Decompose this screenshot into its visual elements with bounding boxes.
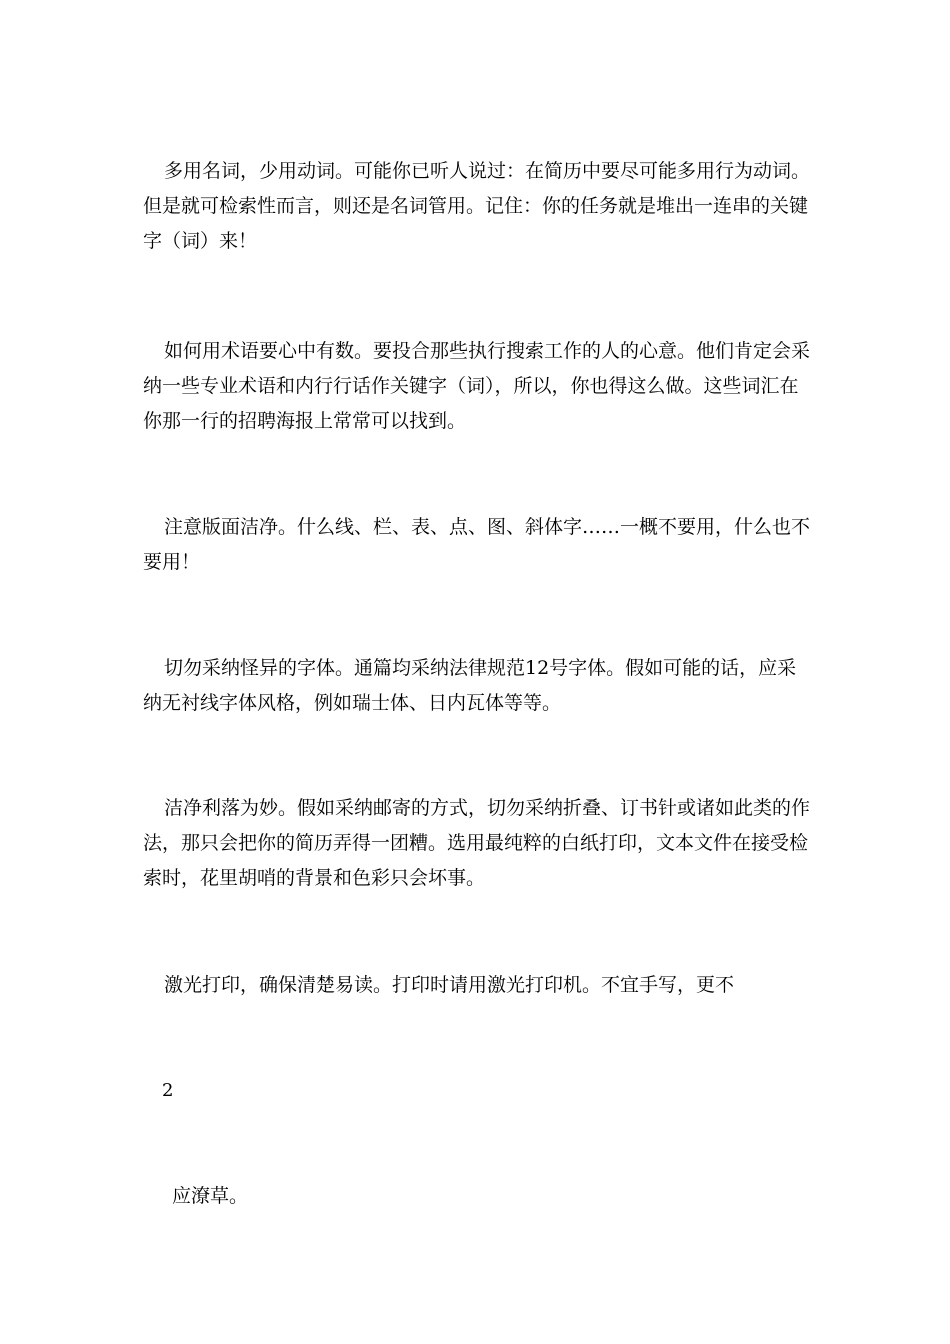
paragraph-fonts: 切勿采纳怪异的字体。通篇均采纳法律规范12号字体。假如可能的话，应采纳无衬线字体风格，例如瑞士体、日内瓦体等等。	[143, 657, 797, 714]
paragraph-laser-print: 激光打印，确保清楚易读。打印时请用激光打印机。不宜手写，更不	[164, 974, 735, 996]
paragraph-nouns-over-verbs: 多用名词，少用动词。可能你已听人说过：在简历中要尽可能多用行为动词。但是就可检索性而言，则还是名词管用。记住：你的任务就是堆出一连串的关键字（词）来！	[143, 160, 811, 252]
paragraph-terminology: 如何用术语要心中有数。要投合那些执行搜索工作的人的心意。他们肯定会采纳一些专业术语和内行行话作关键字（词），所以，你也得这么做。这些词汇在你那一行的招聘海报上常常可以找到。	[143, 340, 811, 432]
paragraph-clean-layout: 注意版面洁净。什么线、栏、表、点、图、斜体字……一概不要用，什么也不要用！	[143, 516, 811, 573]
page-number: 2	[162, 1080, 174, 1101]
paragraph-continuation: 应潦草。	[172, 1185, 249, 1207]
paragraph-tidy: 洁净利落为妙。假如采纳邮寄的方式，切勿采纳折叠、订书针或诸如此类的作法，那只会把你的简历弄得一团糟。选用最纯粹的白纸打印，文本文件在接受检索时，花里胡哨的背景和色彩只会坏事。	[143, 797, 811, 889]
